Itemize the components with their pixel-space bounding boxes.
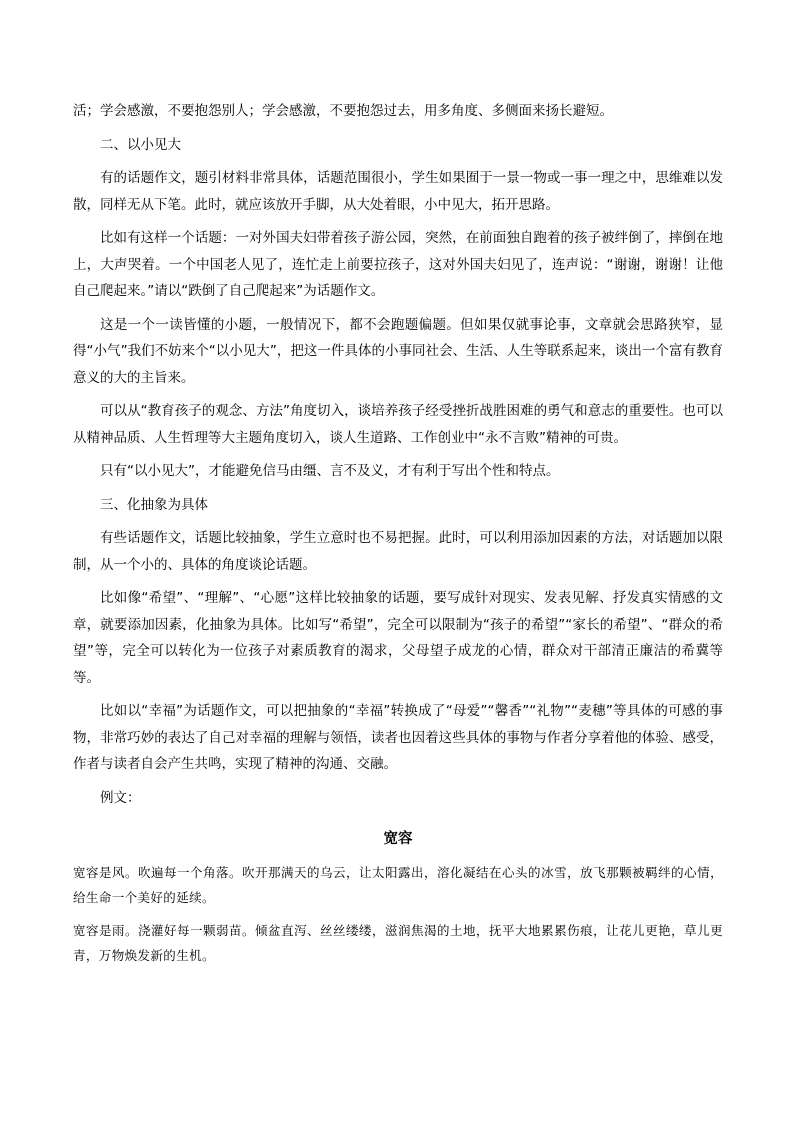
essay-title: 宽容: [383, 830, 413, 847]
paragraph: 比如以“幸福”为话题作文，可以把抽象的“幸福”转换成了“母爱”“馨香”“礼物”“麦穗”等具体的可感的事物，非常巧妙的表达了自己对幸福的理解与领悟，读者也因着这些具体的事物与作者分享着他的体验、感受，作者与读者自会产生共鸣，实现了精神的沟通、交融。: [73, 703, 723, 772]
paragraph: 这是一个一读皆懂的小题，一般情况下，都不会跑题偏题。但如果仅就事论事，文章就会思路狭窄，显得“小气”我们不妨来个“以小见大”，把这一件具体的小事同社会、生活、人生等联系起来，谈出一个富有教育意义的大的主旨来。: [73, 316, 723, 386]
document-body: [73, 98, 723, 976]
example-label: 例文：: [100, 789, 141, 806]
section-heading-3: 三、化抽象为具体: [100, 496, 208, 513]
essay-paragraph: 宽容是风。吹遍每一个角落。吹开那满天的乌云，让太阳露出，溶化凝结在心头的冰雪，放飞那颗被羁绊的心情，给生命一个美好的延续。: [73, 865, 723, 905]
section-heading-2: 二、以小见大: [100, 136, 181, 153]
paragraph: 比如像“希望”、“理解”、“心愿”这样比较抽象的话题，要写成针对现实、发表见解、抒发真实情感的文章，就要添加因素，化抽象为具体。比如写“希望”，完全可以限制为“孩子的希望”“家长的希望”、“群众的希望”等，完全可以转化为一位孩子对素质教育的渴求，父母望子成龙的心情，群众对干部清正廉洁的希冀等等。: [73, 590, 723, 686]
paragraph: 可以从“教育孩子的观念、方法”角度切入，谈培养孩子经受挫折战胜困难的勇气和意志的重要性。也可以从精神品质、人生哲理等大主题角度切入，谈人生道路、工作创业中“永不言败”精神的可贵。: [73, 403, 723, 446]
paragraph: 有些话题作文，话题比较抽象，学生立意时也不易把握。此时，可以利用添加因素的方法，对话题加以限制，从一个小的、具体的角度谈论话题。: [73, 530, 723, 573]
paragraph: 有的话题作文，题引材料非常具体，话题范围很小，学生如果囿于一景一物或一事一理之中，思维难以发散，同样无从下笔。此时，就应该放开手脚，从大处着眼，小中见大，拓开思路。: [73, 170, 723, 213]
paragraph: 比如有这样一个话题：一对外国夫妇带着孩子游公园，突然，在前面独自跑着的孩子被绊倒了，摔倒在地上，大声哭着。一个中国老人见了，连忙走上前要拉孩子，这对外国夫妇见了，连声说：“谢谢，谢谢！让他自己爬起来。”请以“跌倒了自己爬起来”为话题作文。: [73, 230, 723, 299]
essay-paragraph: 宽容是雨。浇灌好每一颗弱苗。倾盆直泻、丝丝缕缕，滋润焦渴的土地，抚平大地累累伤痕，让花儿更艳，草儿更青，万物焕发新的生机。: [73, 923, 723, 963]
paragraph: 只有“以小见大”，才能避免信马由缰、言不及义，才有利于写出个性和特点。: [100, 463, 560, 479]
paragraph-continuation: 活；学会感激，不要抱怨别人；学会感激，不要抱怨过去，用多角度、多侧面来扬长避短。: [73, 103, 613, 119]
